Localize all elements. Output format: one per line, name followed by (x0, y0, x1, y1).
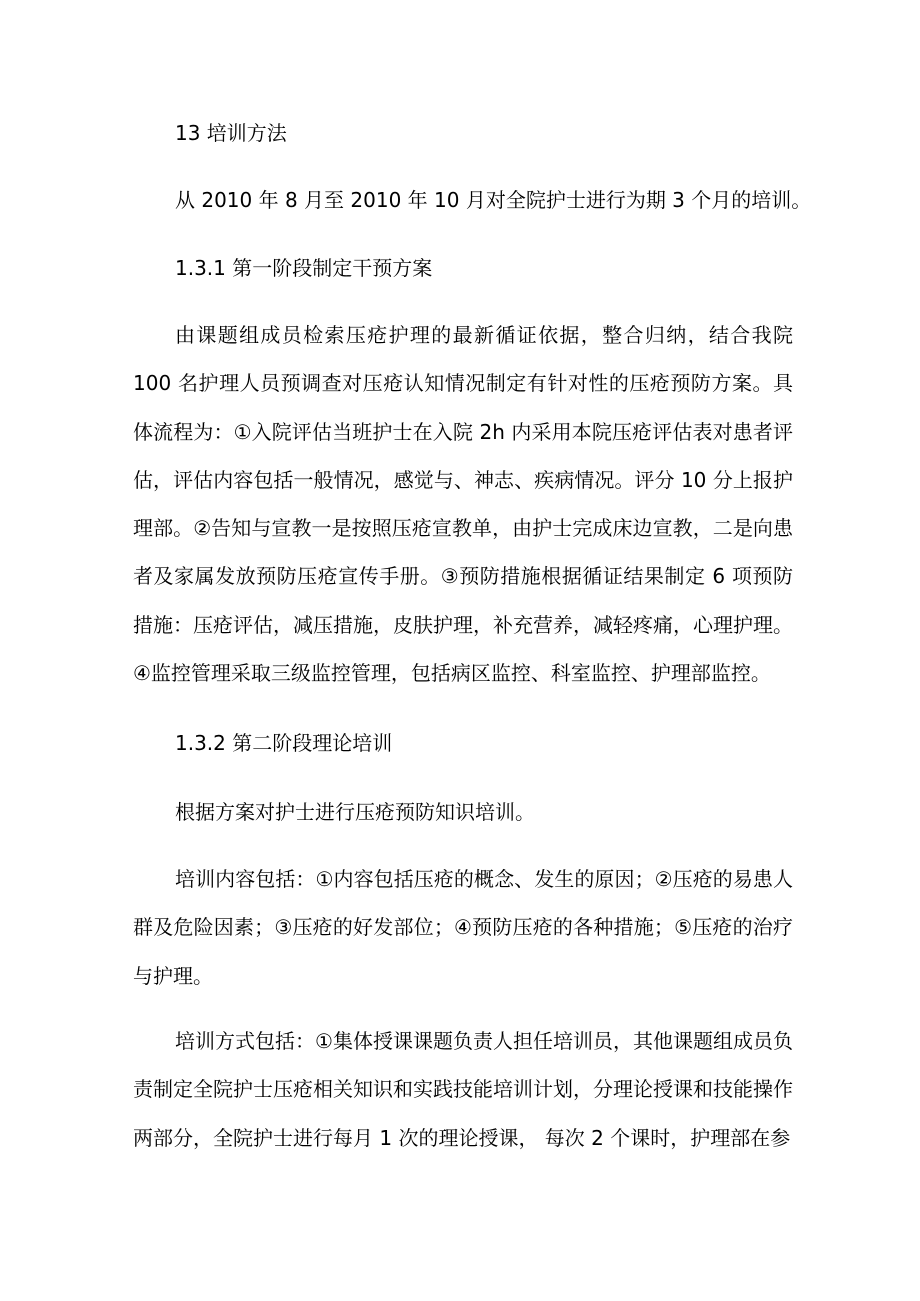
section-heading-1-3: 13 培训方法 (175, 121, 287, 145)
training-period-sentence: 从 2010 年 8 月至 2010 年 10 月对全院护士进行为期 3 个月的培训。 (175, 188, 812, 212)
training-knowledge-sentence: 根据方案对护士进行压疮预防知识培训。 (175, 800, 535, 824)
section-heading-1-3-2: 1.3.2 第二阶段理论培训 (175, 731, 393, 755)
paragraph-training-content: 培训内容包括：①内容包括压疮的概念、发生的原因；②压疮的易患人群及危险因素；③压疮的好发部位；④预防压疮的各种措施；⑤压疮的治疗与护理。 (133, 867, 793, 988)
paragraph-training-method: 培训方式包括：①集体授课课题负责人担任培训员，其他课题组成员负责制定全院护士压疮相关知识和实践技能培训计划，分理论授课和技能操作两部分，全院护士进行每月 1 次的理论授课， 每次 2 个课时，护理部在参 (133, 1029, 793, 1150)
section-heading-1-3-1: 1.3.1 第一阶段制定干预方案 (175, 256, 433, 280)
paragraph-intervention-plan: 由课题组成员检索压疮护理的最新循证依据，整合归纳，结合我院 100 名护理人员预调查对压疮认知情况制定有针对性的压疮预防方案。具体流程为：①入院评估当班护士在入院 2h 内采用本院压疮评估表对患者评估，评估内容包括一般情况，感觉与、神志、疾病情况。评分 10 分上报护理部。②告知与宣教一是按照压疮宣教单，由护士完成床边宣教，二是向患者及家属发放预防压疮宣传手册。③预防措施根据循证结果制定 6 项预防措施：压疮评估，减压措施，皮肤护理，补充营养，减轻疼痛，心理护理。④监控管理采取三级监控管理，包括病区监控、科室监控、护理部监控。 (133, 323, 793, 686)
